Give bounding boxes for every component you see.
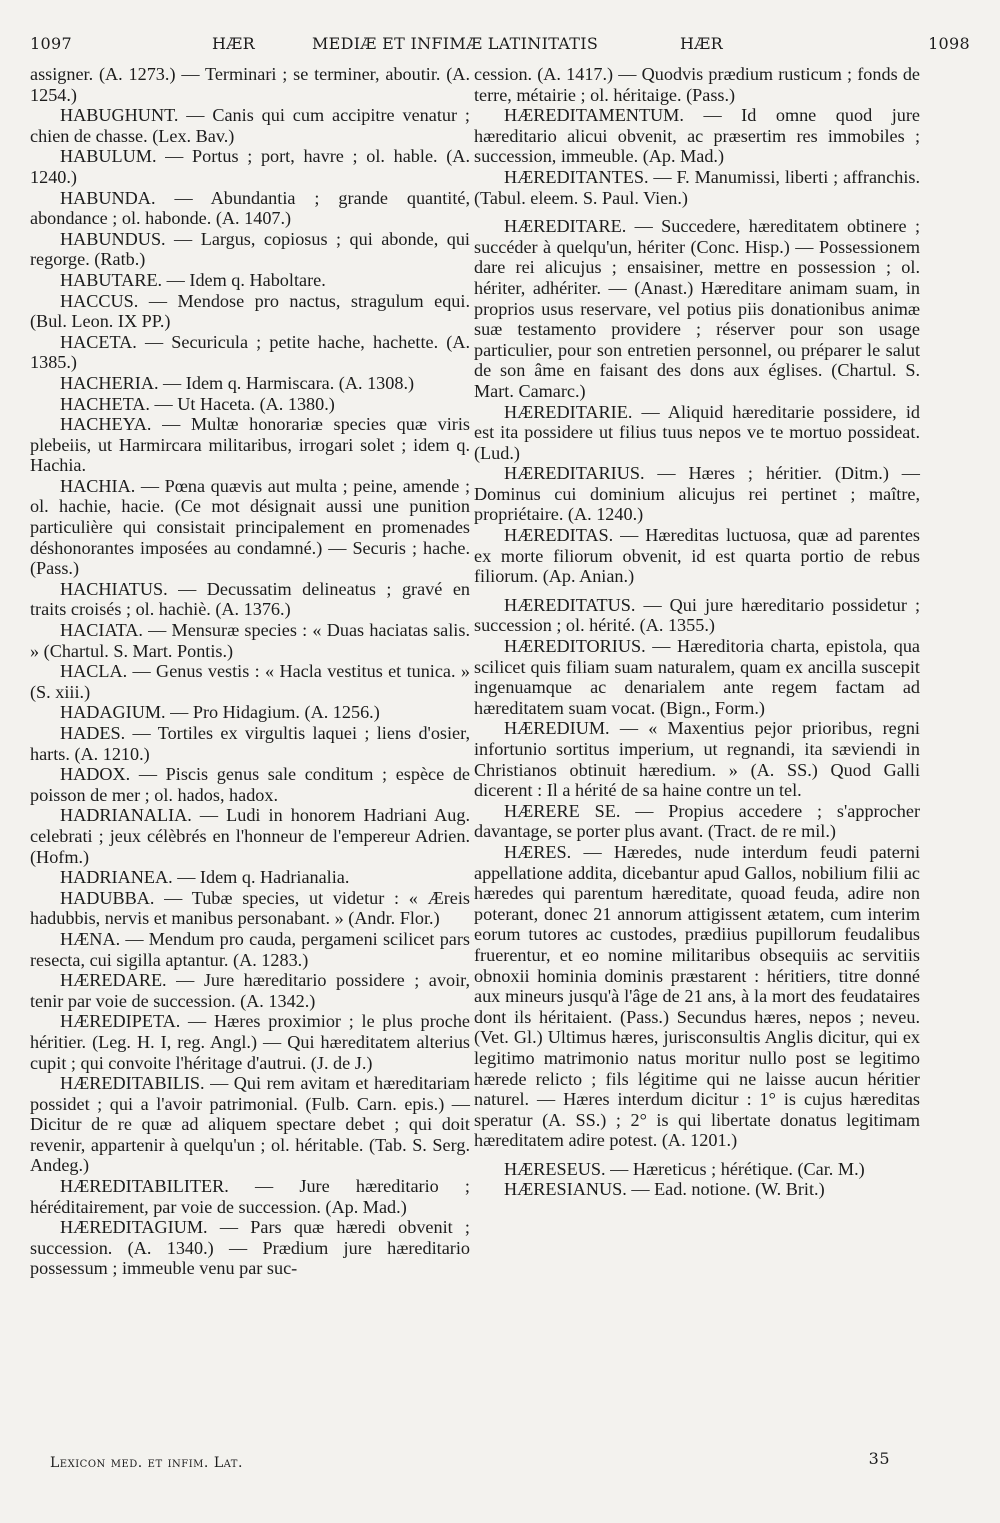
dictionary-entry: HABUNDUS. — Largus, copiosus ; qui abonde, qui regorge. (Ratb.) (30, 228, 470, 270)
running-headword-left: HÆR (212, 34, 255, 53)
dictionary-entry: HACHERIA. — Idem q. Harmiscara. (A. 1308.) (60, 372, 415, 393)
dictionary-entry: HÆREDITABILIS. — Qui rem avitam et hæreditariam possidet ; qui a l'avoir patrimonial. (Fulb. Carn. epis.) — Dicitur de re quæ ad aliquem spectare debet ; qui doit revenir, appartenir à quelqu'un ; ol. héritable. (Tab. S. Serg. Andeg.) (30, 1073, 470, 1176)
dictionary-entry: HADUBBA. — Tubæ species, ut videtur : « Æreis hadubbis, nervis et manibus personabant. » (Andr. Flor.) (30, 887, 470, 929)
page-number-right: 1098 (928, 34, 970, 53)
dictionary-entry: HÆRERE SE. — Propius accedere ; s'approcher davantage, se porter plus avant. (Tract. de re mil.) (474, 800, 920, 842)
dictionary-entry: HACHETA. — Ut Haceta. (A. 1380.) (60, 393, 335, 414)
dictionary-entry: HADOX. — Piscis genus sale conditum ; espèce de poisson de mer ; ol. hados, hadox. (30, 764, 470, 805)
dictionary-entry: HACLA. — Genus vestis : « Hacla vestitus et tunica. » (S. xiii.) (30, 661, 470, 702)
page-footer (50, 1449, 930, 1479)
dictionary-entry: HÆREDITORIUS. — Hæreditoria charta, epistola, qua scilicet quis filiam suam naturalem, quam ex ancilla suscepit ingenuamque ac denarialem ante regem factam ad hæreditatem suam vocat. (Bign., Form.) (474, 636, 920, 718)
footer-sheet-number: 35 (868, 1449, 890, 1468)
page-number-left: 1097 (30, 34, 72, 53)
dictionary-entry: HABUNDA. — Abundantia ; grande quantité, abondance ; ol. habonde. (A. 1407.) (30, 187, 470, 229)
dictionary-entry: HÆREDITARIUS. — Hæres ; héritier. (Ditm.) — Dominus cui dominium alicujus rei pertinet ; maître, propriétaire. (A. 1240.) (474, 463, 920, 525)
dictionary-entry: HÆRESEUS. — Hæreticus ; hérétique. (Car. M.) (504, 1158, 865, 1179)
page-header (30, 34, 970, 60)
running-headword-right: HÆR (680, 34, 723, 53)
dictionary-entry: cession. (A. 1417.) — Quodvis prædium rusticum ; fonds de terre, métairie ; ol. héritaige. (Pass.) (474, 64, 920, 105)
dictionary-entry: HÆNA. — Mendum pro cauda, pergameni scilicet pars resecta, cui sigilla aptantur. (A. 1283.) (30, 928, 470, 970)
dictionary-entry: HADRIANALIA. — Ludi in honorem Hadriani Aug. celebrati ; jeux célèbrés en l'honneur de l'empereur Adrien. (Hofm.) (30, 805, 470, 867)
dictionary-entry: HABUTARE. — Idem q. Haboltare. (60, 269, 326, 290)
dictionary-entry: HABUGHUNT. — Canis qui cum accipitre venatur ; chien de chasse. (Lex. Bav.) (30, 105, 470, 146)
dictionary-entry: HACHEYA. — Multæ honorariæ species quæ viris plebeiis, ut Harmircara militaribus, irrogari solet ; idem q. Hachia. (30, 414, 470, 476)
dictionary-entry: assigner. (A. 1273.) — Terminari ; se terminer, aboutir. (A. 1254.) (30, 64, 470, 105)
dictionary-entry: HÆRESIANUS. — Ead. notione. (W. Brit.) (504, 1179, 825, 1200)
dictionary-entry: HÆREDARE. — Jure hæreditario possidere ; avoir, tenir par voie de succession. (A. 1342.) (30, 970, 470, 1011)
right-column (474, 64, 920, 1200)
dictionary-entry: HÆREDITABILITER. — Jure hæreditario ; héréditairement, par voie de succession. (Ap. Mad.) (30, 1176, 470, 1217)
dictionary-entry: HACHIATUS. — Decussatim delineatus ; gravé en traits croisés ; ol. hachiè. (A. 1376.) (30, 578, 470, 620)
running-title: MEDIÆ ET INFIMÆ LATINITATIS (312, 34, 599, 53)
dictionary-entry: HÆREDITARE. — Succedere, hæreditatem obtinere ; succéder à quelqu'un, hériter (Conc. Hisp.) — Possessionem dare rei alicujus ; ensaisiner, mettre en possession ; ol. hériter, adhériter. — (Anast.) Hæreditare animam suam, in proprios usus reservare, vel potius piis donationibus animæ suæ testamento providere ; réserver pour son usage particulier, pour son entretien personnel, ou préparer le salut de son âme en faisant des dons aux églises. (Chartul. S. Mart. Camarc.) (474, 216, 920, 401)
left-column (30, 64, 470, 1279)
dictionary-entry: HACETA. — Securicula ; petite hache, hachette. (A. 1385.) (30, 331, 470, 373)
dictionary-entry: HÆREDITAGIUM. — Pars quæ hæredi obvenit ; succession. (A. 1340.) — Prædium jure hæreditario possessum ; immeuble venu par suc- (30, 1217, 470, 1279)
dictionary-entry: HADRIANEA. — Idem q. Hadrianalia. (60, 867, 350, 888)
dictionary-entry: HACIATA. — Mensuræ species : « Duas haciatas salis. » (Chartul. S. Mart. Pontis.) (30, 620, 470, 661)
dictionary-entry: HÆREDITARIE. — Aliquid hæreditarie possidere, id est ita possidere ut filius tuus nepos ve te mortuo possideat. (Lud.) (474, 401, 920, 463)
dictionary-entry: HÆREDITATUS. — Qui jure hæreditario possidetur ; succession ; ol. hérité. (A. 1355.) (474, 594, 920, 636)
dictionary-entry: HÆREDITAS. — Hæreditas luctuosa, quæ ad parentes ex morte filiorum obvenit, id est quarta portio de rebus filiorum. (Ap. Anian.) (474, 525, 920, 587)
dictionary-entry: HACCUS. — Mendose pro nactus, stragulum equi. (Bul. Leon. IX PP.) (30, 290, 470, 332)
dictionary-entry: HACHIA. — Pœna quævis aut multa ; peine, amende ; ol. hachie, hacie. (Ce mot désignait aussi une punition particulière qui consistait principalement en promenades déshonorantes imposées au condamné.) — Securis ; hache. (Pass.) (30, 475, 470, 579)
dictionary-entry: HÆREDITAMENTUM. — Id omne quod jure hæreditario alicui obvenit, ac præsertim res immobiles ; succession, immeuble. (Ap. Mad.) (474, 105, 920, 167)
dictionary-entry: HÆREDIPETA. — Hæres proximior ; le plus proche héritier. (Leg. H. I, reg. Angl.) — Qui hæreditatem alterius cupit ; qui convoite l'héritage d'autrui. (J. de J.) (30, 1011, 470, 1073)
footer-signature: Lexicon med. et infim. Lat. (50, 1455, 243, 1471)
dictionary-entry: HÆREDIUM. — « Maxentius pejor prioribus, regni infortunio sortitus imperium, ut regnandi, ita sæviendi in Christianos obtinuit hæredium. » (A. SS.) Quod Galli dicerent : Il a hérité de sa haine contre un tel. (474, 718, 920, 801)
dictionary-entry: HADAGIUM. — Pro Hidagium. (A. 1256.) (60, 702, 380, 723)
dictionary-entry: HÆRES. — Hæredes, nude interdum feudi paterni appellatione addita, dicebantur apud Gallos, nobilium filii ac hæredes qui parentum hæreditate, quoad feuda, adire non poterant, donec 21 annorum attigissent ætatem, cum interim eorum tutores ac custodes, prædiius pupillorum feudalibus fruerentur, et eo nomine militaribus obsequiis ac servitiis obnoxii hominia dominis præstarent : héritiers, titre donné aux mineurs jusqu'à l'âge de 21 ans, à la mort des feudataires dont ils héritaient. (Pass.) Secundus hæres, nepos ; neveu. (Vet. Gl.) Ultimus hæres, jurisconsultis Anglis dicitur, qui ex legitimo matrimonio natus moritur nullo post se legitimo hærede relicto ; fils légitime qui ne laisse aucun héritier naturel. — Hæres interdum dicitur : 1° is cujus hæreditas speratur (A. SS.) ; 2° is qui libertate donatus legitimam hæreditatem adire potest. (A. 1201.) (474, 841, 920, 1151)
dictionary-entry: HÆREDITANTES. — F. Manumissi, liberti ; affranchis. (Tabul. eleem. S. Paul. Vien.) (474, 166, 920, 208)
dictionary-entry: HABULUM. — Portus ; port, havre ; ol. hable. (A. 1240.) (30, 146, 470, 187)
dictionary-entry: HADES. — Tortiles ex virgultis laquei ; liens d'osier, harts. (A. 1210.) (30, 723, 470, 764)
